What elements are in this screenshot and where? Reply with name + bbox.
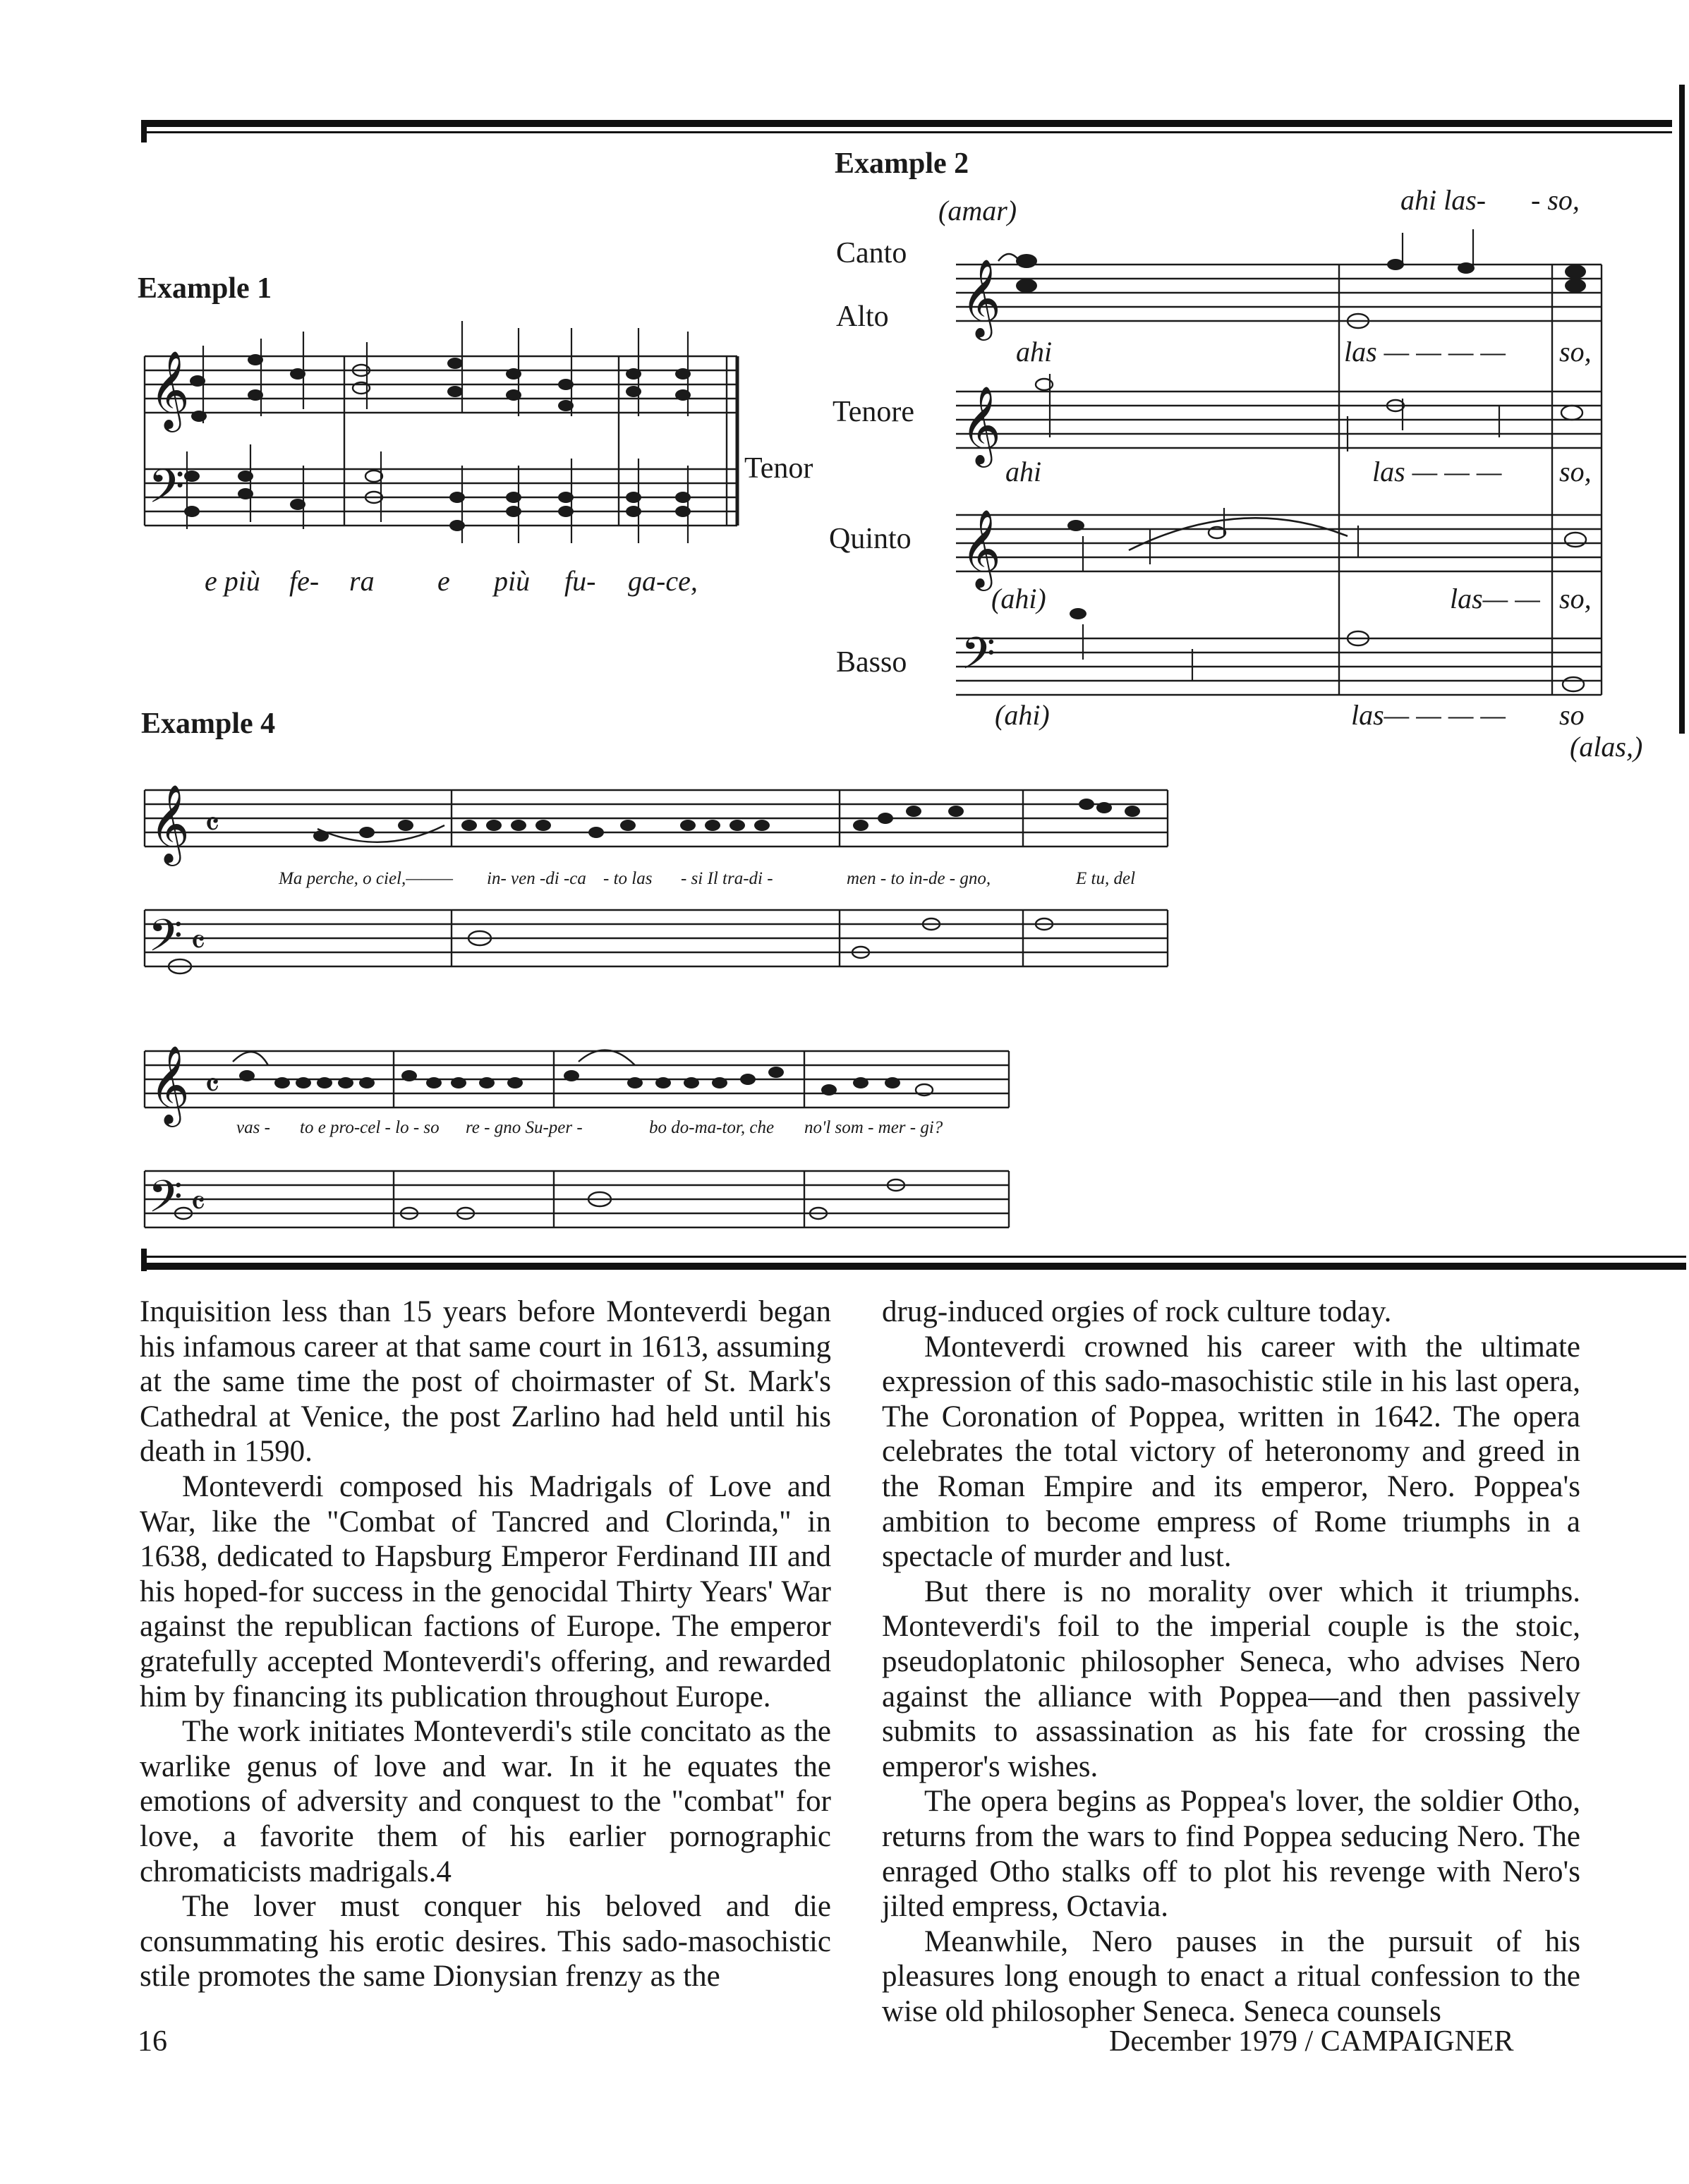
ex4-lyric-line2: bo do-ma-tor, che bbox=[649, 1118, 775, 1137]
example-1-staff-bass bbox=[145, 469, 737, 526]
ex4-lyric-line1: - si Il tra-di - bbox=[681, 869, 773, 888]
ex1-lyric: e più bbox=[205, 565, 260, 597]
ex1-lyric: più bbox=[494, 565, 531, 597]
paragraph: The lover must conquer his beloved and die consummating his erotic desires. This sado-masochistic stile promotes the same Dionysian frenzy as the bbox=[140, 1890, 831, 1994]
ex2-lyric-top: (amar) bbox=[938, 195, 1017, 226]
ex4-lyric-line2: to e pro-cel - lo - so bbox=[300, 1118, 440, 1137]
paragraph: Monteverdi composed his Madrigals of Love and War, like the "Combat of Tancred and Clorinda," in 1638, dedicated to Hapsburg Emperor Ferdinand III and his hoped-for success in the genocidal Thirty Years' War against the republican factions of Europe. The emperor gratefully accepted Monteverdi's offering, and rewarded him by financing its publication throughout Europe. bbox=[140, 1469, 831, 1713]
ex2-lyric-tenore: ahi bbox=[1005, 456, 1042, 487]
ex2-lyric-basso: (ahi) bbox=[995, 699, 1050, 731]
ex2-lyric-basso: las— — — — bbox=[1351, 699, 1506, 731]
svg-text:𝄞: 𝄞 bbox=[961, 509, 1001, 588]
example-1-staff-treble bbox=[145, 356, 737, 413]
bottom-rule-hairline bbox=[141, 1256, 1686, 1258]
part-tenore: Tenore bbox=[833, 396, 914, 428]
paragraph: The opera begins as Poppea's lover, the soldier Otho, returns from the wars to find Poppea seducing Nero. The enraged Otho stalks off to plot his revenge with Nero's jilted empress, Octavia. bbox=[882, 1785, 1580, 1924]
svg-text:𝄢: 𝄢 bbox=[148, 1170, 183, 1233]
column-left bbox=[140, 1294, 831, 1994]
ex1-lyric: ga-ce, bbox=[628, 565, 698, 597]
example-4-staff-1-voice bbox=[145, 790, 1168, 847]
paragraph: drug-induced orgies of rock culture today. bbox=[882, 1295, 1392, 1328]
svg-text:𝄞: 𝄞 bbox=[961, 385, 1001, 464]
ex4-lyric-line2: no'l som - mer - gi? bbox=[804, 1118, 943, 1137]
ex2-lyric-basso: so bbox=[1559, 699, 1585, 731]
ex4-lyric-line1: E tu, del bbox=[1076, 869, 1136, 888]
ex2-lyric-basso-translation: (alas,) bbox=[1570, 731, 1643, 763]
paragraph: But there is no morality over which it triumphs. Monteverdi's foil to the imperial couple is the stoic, pseudoplatonic philosopher Seneca, who advises Nero against the alliance with Poppea—and then passively submits to assassination as his fate for crossing the emperor's wishes. bbox=[882, 1575, 1580, 1783]
ex2-lyric-top: - so, bbox=[1531, 184, 1580, 216]
example-2-label: Example 2 bbox=[835, 147, 969, 180]
part-basso: Basso bbox=[836, 646, 907, 679]
example-4-staff-1-bass bbox=[145, 910, 1168, 966]
part-alto: Alto bbox=[836, 301, 889, 333]
svg-text:𝄴: 𝄴 bbox=[190, 1184, 206, 1223]
svg-text:𝄞: 𝄞 bbox=[961, 258, 1001, 337]
ex2-lyric-quinto: las— — bbox=[1450, 583, 1540, 614]
example-4-staff-2-bass bbox=[145, 1171, 1009, 1227]
ex1-lyric: e bbox=[437, 565, 450, 597]
ex2-lyric-alto: las — — — — bbox=[1344, 336, 1506, 368]
svg-text:𝄴: 𝄴 bbox=[205, 1066, 220, 1105]
ex4-lyric-line1: Ma perche, o ciel,——— bbox=[279, 869, 453, 888]
svg-text:𝄞: 𝄞 bbox=[150, 784, 190, 863]
svg-text:𝄞: 𝄞 bbox=[150, 1045, 190, 1124]
ex2-lyric-tenore: so, bbox=[1559, 456, 1592, 487]
example-1-part-tenor: Tenor bbox=[744, 452, 813, 485]
bottom-rule bbox=[141, 1263, 1686, 1270]
bottom-rule-tick bbox=[141, 1249, 147, 1271]
paragraph: Inquisition less than 15 years before Monteverdi began his infamous career at that same court in 1613, assuming at the same time the post of choirmaster of St. Mark's Cathedral at Venice, the post Zarlino had held until his death in 1590. bbox=[140, 1295, 831, 1469]
paragraph: Monteverdi crowned his career with the ultimate expression of this sado-masochistic stile in his last opera, The Coronation of Poppea, written in 1642. The opera celebrates the total victory of heteronomy and greed in the Roman Empire and its emperor, Nero. Poppea's ambition to become empress of Rome triumphs in a spectacle of murder and lust. bbox=[882, 1330, 1580, 1574]
ex4-lyric-line1: men - to in-de - gno, bbox=[847, 869, 991, 888]
svg-text:𝄢: 𝄢 bbox=[148, 459, 185, 525]
issue-line: December 1979 / CAMPAIGNER bbox=[1109, 2025, 1514, 2058]
page-number: 16 bbox=[138, 2025, 167, 2058]
example-4-label: Example 4 bbox=[141, 708, 276, 740]
example-2-staff-tenore bbox=[956, 392, 1602, 448]
svg-text:𝄴: 𝄴 bbox=[190, 923, 206, 962]
svg-text:𝄞: 𝄞 bbox=[150, 350, 190, 429]
ex4-lyric-line1: in- ven -di -ca bbox=[487, 869, 586, 888]
ex4-lyric-line2: vas - bbox=[236, 1118, 270, 1137]
example-2-staff-basso bbox=[956, 638, 1602, 695]
ex2-lyric-quinto: (ahi) bbox=[991, 583, 1046, 614]
example-1-label: Example 1 bbox=[138, 272, 272, 305]
ex2-lyric-tenore: las — — — bbox=[1372, 456, 1502, 487]
part-quinto: Quinto bbox=[829, 523, 912, 555]
example-2-staff-quinto bbox=[956, 515, 1602, 571]
part-canto: Canto bbox=[836, 237, 907, 269]
ex1-lyric: ra bbox=[349, 565, 375, 597]
svg-text:𝄢: 𝄢 bbox=[961, 627, 995, 690]
ex1-lyric: fu- bbox=[564, 565, 596, 597]
column-right bbox=[882, 1294, 1580, 2029]
ex4-lyric-line1: - to las bbox=[603, 869, 653, 888]
ex2-lyric-top: ahi las- bbox=[1400, 184, 1487, 216]
ex4-lyric-line2: re - gno Su-per - bbox=[466, 1118, 583, 1137]
ex1-lyric: fe- bbox=[289, 565, 320, 597]
paragraph: The work initiates Monteverdi's stile concitato as the warlike genus of love and war. In it he equates the emotions of adversity and conquest to the "combat" for love, a favorite them of his earlier pornographic chromaticists madrigals.4 bbox=[140, 1715, 831, 1888]
ex2-lyric-alto: ahi bbox=[1016, 336, 1053, 368]
svg-text:𝄴: 𝄴 bbox=[205, 805, 220, 844]
paragraph: Meanwhile, Nero pauses in the pursuit of his pleasures long enough to enact a ritual confession to the wise old philosopher Seneca. Seneca counsels bbox=[882, 1924, 1580, 2028]
svg-text:𝄢: 𝄢 bbox=[148, 909, 183, 972]
ex2-lyric-alto: so, bbox=[1559, 336, 1592, 368]
ex2-lyric-quinto: so, bbox=[1559, 583, 1592, 614]
example-2-staff-canto-alto bbox=[956, 265, 1602, 321]
